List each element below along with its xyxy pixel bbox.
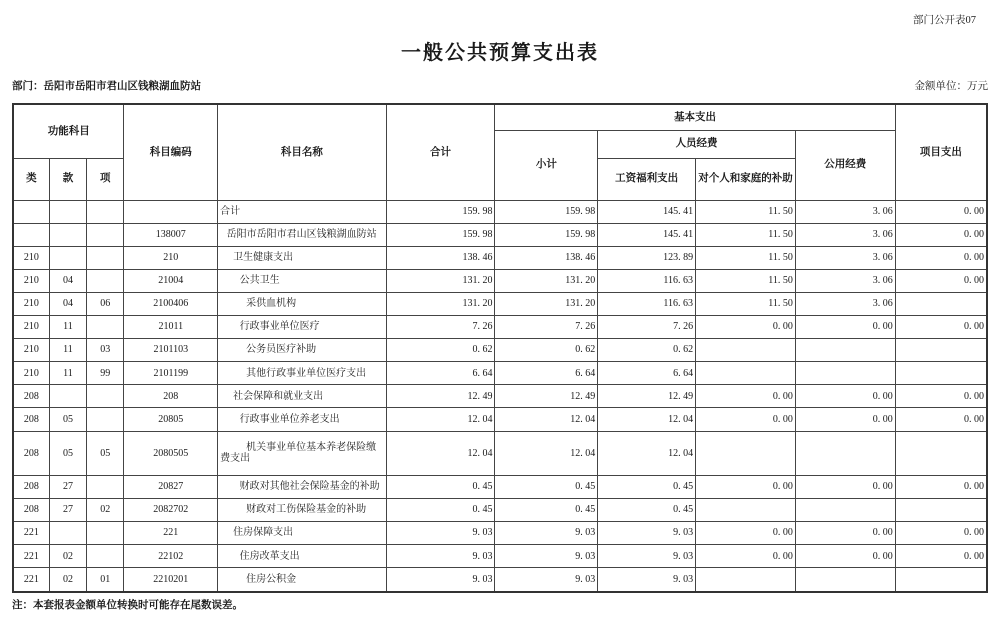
cell-class: 210 (13, 269, 49, 292)
cell-public-funds: 3. 06 (795, 269, 895, 292)
cell-family (696, 499, 796, 522)
cell-wage: 116. 63 (598, 269, 696, 292)
cell-section: 27 (49, 475, 86, 498)
table-header (13, 104, 987, 200)
cell-project: 0. 00 (895, 200, 987, 223)
cell-code: 20827 (124, 475, 218, 498)
cell-subtotal: 9. 03 (495, 568, 598, 592)
amount-unit-label: 金额单位：万元 (914, 81, 988, 92)
cell-wage: 145. 41 (598, 200, 696, 223)
cell-total: 0. 45 (386, 475, 495, 498)
cell-total: 12. 04 (386, 408, 495, 431)
cell-code: 208 (124, 385, 218, 408)
cell-family: 0. 00 (696, 316, 796, 339)
cell-total: 159. 98 (386, 223, 495, 246)
header-subtotal: 小计 (495, 130, 598, 200)
cell-subtotal: 131. 20 (495, 292, 598, 315)
cell-code (124, 200, 218, 223)
cell-project (895, 568, 987, 592)
cell-item: 01 (87, 568, 124, 592)
cell-class (13, 200, 49, 223)
table-row (13, 568, 987, 592)
table-row (13, 431, 987, 475)
cell-wage: 6. 64 (598, 362, 696, 385)
cell-name: 社会保障和就业支出 (218, 385, 386, 408)
cell-family: 0. 00 (696, 545, 796, 568)
cell-total: 131. 20 (386, 292, 495, 315)
cell-name: 卫生健康支出 (218, 246, 386, 269)
cell-family: 0. 00 (696, 522, 796, 545)
cell-family: 11. 50 (696, 200, 796, 223)
cell-section: 02 (49, 568, 86, 592)
cell-subtotal: 9. 03 (495, 522, 598, 545)
cell-subtotal: 12. 49 (495, 385, 598, 408)
cell-total: 12. 04 (386, 431, 495, 475)
header-code: 科目编码 (124, 104, 218, 200)
header-name: 科目名称 (218, 104, 386, 200)
cell-total: 12. 49 (386, 385, 495, 408)
cell-class: 208 (13, 408, 49, 431)
cell-public-funds: 3. 06 (795, 223, 895, 246)
cell-section: 05 (49, 408, 86, 431)
cell-name: 其他行政事业单位医疗支出 (218, 362, 386, 385)
header-func-group: 功能科目 (13, 104, 124, 158)
cell-public-funds (795, 499, 895, 522)
cell-class: 208 (13, 475, 49, 498)
cell-code: 210 (124, 246, 218, 269)
table-row (13, 200, 987, 223)
cell-project: 0. 00 (895, 385, 987, 408)
cell-item (87, 475, 124, 498)
cell-family (696, 339, 796, 362)
cell-section: 27 (49, 499, 86, 522)
budget-table (12, 103, 988, 593)
cell-project: 0. 00 (895, 475, 987, 498)
cell-section (49, 385, 86, 408)
department-label: 部门：岳阳市岳阳市君山区钱粮湖血防站 (12, 81, 201, 92)
cell-wage: 12. 04 (598, 408, 696, 431)
header-public-funds: 公用经费 (795, 130, 895, 200)
footnote: 注：本套报表金额单位转换时可能存在尾数误差。 (12, 600, 243, 611)
cell-section: 11 (49, 339, 86, 362)
cell-wage: 0. 45 (598, 475, 696, 498)
table-body (13, 200, 987, 592)
cell-name: 住房保障支出 (218, 522, 386, 545)
cell-item (87, 200, 124, 223)
cell-item (87, 522, 124, 545)
cell-wage: 9. 03 (598, 522, 696, 545)
header-personnel: 人员经费 (598, 130, 796, 158)
cell-public-funds: 0. 00 (795, 475, 895, 498)
cell-wage: 123. 89 (598, 246, 696, 269)
cell-class: 210 (13, 316, 49, 339)
cell-name: 岳阳市岳阳市君山区钱粮湖血防站 (218, 223, 386, 246)
cell-code: 2080505 (124, 431, 218, 475)
table-row (13, 499, 987, 522)
cell-public-funds: 3. 06 (795, 246, 895, 269)
cell-section: 04 (49, 269, 86, 292)
cell-public-funds (795, 568, 895, 592)
cell-item: 06 (87, 292, 124, 315)
cell-wage: 145. 41 (598, 223, 696, 246)
cell-code: 21011 (124, 316, 218, 339)
cell-total: 6. 64 (386, 362, 495, 385)
cell-section: 05 (49, 431, 86, 475)
cell-subtotal: 0. 45 (495, 499, 598, 522)
cell-name: 公务员医疗补助 (218, 339, 386, 362)
cell-code: 2100406 (124, 292, 218, 315)
cell-code: 20805 (124, 408, 218, 431)
cell-section (49, 223, 86, 246)
cell-name: 行政事业单位养老支出 (218, 408, 386, 431)
cell-wage: 9. 03 (598, 568, 696, 592)
cell-class: 210 (13, 292, 49, 315)
table-row (13, 246, 987, 269)
cell-code: 2210201 (124, 568, 218, 592)
cell-family: 11. 50 (696, 246, 796, 269)
cell-name: 财政对其他社会保险基金的补助 (218, 475, 386, 498)
cell-project: 0. 00 (895, 545, 987, 568)
cell-wage: 9. 03 (598, 545, 696, 568)
cell-name: 合计 (218, 200, 386, 223)
cell-project (895, 499, 987, 522)
header-class: 类 (13, 158, 49, 200)
cell-total: 0. 45 (386, 499, 495, 522)
cell-item (87, 545, 124, 568)
cell-family: 11. 50 (696, 269, 796, 292)
cell-section (49, 522, 86, 545)
cell-project: 0. 00 (895, 408, 987, 431)
cell-public-funds (795, 431, 895, 475)
cell-item (87, 316, 124, 339)
cell-name: 住房改革支出 (218, 545, 386, 568)
table-row (13, 475, 987, 498)
cell-total: 9. 03 (386, 568, 495, 592)
cell-wage: 0. 62 (598, 339, 696, 362)
cell-family: 0. 00 (696, 385, 796, 408)
cell-item: 05 (87, 431, 124, 475)
header-project-expenditure: 项目支出 (895, 104, 987, 200)
header-wage-welfare: 工资福利支出 (598, 158, 696, 200)
cell-name: 住房公积金 (218, 568, 386, 592)
cell-name: 采供血机构 (218, 292, 386, 315)
cell-total: 7. 26 (386, 316, 495, 339)
cell-item: 03 (87, 339, 124, 362)
cell-project: 0. 00 (895, 246, 987, 269)
header-item: 项 (87, 158, 124, 200)
cell-project: 0. 00 (895, 269, 987, 292)
form-number-label: 部门公开表07 (913, 15, 976, 26)
cell-class: 221 (13, 568, 49, 592)
cell-subtotal: 7. 26 (495, 316, 598, 339)
cell-item: 99 (87, 362, 124, 385)
cell-public-funds: 0. 00 (795, 316, 895, 339)
cell-public-funds: 0. 00 (795, 385, 895, 408)
header-total: 合计 (386, 104, 495, 200)
table-row (13, 408, 987, 431)
cell-project (895, 292, 987, 315)
cell-code: 138007 (124, 223, 218, 246)
cell-subtotal: 0. 45 (495, 475, 598, 498)
cell-family (696, 362, 796, 385)
cell-code: 2101103 (124, 339, 218, 362)
cell-subtotal: 9. 03 (495, 545, 598, 568)
cell-wage: 116. 63 (598, 292, 696, 315)
table-row (13, 292, 987, 315)
cell-class: 210 (13, 339, 49, 362)
cell-name: 机关事业单位基本养老保险缴费支出 (218, 431, 386, 475)
cell-total: 9. 03 (386, 545, 495, 568)
cell-total: 0. 62 (386, 339, 495, 362)
cell-item (87, 246, 124, 269)
cell-wage: 0. 45 (598, 499, 696, 522)
cell-code: 21004 (124, 269, 218, 292)
cell-public-funds: 0. 00 (795, 522, 895, 545)
cell-item: 02 (87, 499, 124, 522)
cell-class: 208 (13, 431, 49, 475)
table-row (13, 385, 987, 408)
page-title: 一般公共预算支出表 (401, 42, 599, 64)
cell-family (696, 568, 796, 592)
header-section: 款 (49, 158, 86, 200)
cell-subtotal: 159. 98 (495, 223, 598, 246)
cell-family: 0. 00 (696, 475, 796, 498)
cell-public-funds (795, 339, 895, 362)
cell-section (49, 246, 86, 269)
cell-item (87, 385, 124, 408)
cell-public-funds: 3. 06 (795, 200, 895, 223)
cell-class: 208 (13, 499, 49, 522)
cell-public-funds (795, 362, 895, 385)
cell-subtotal: 159. 98 (495, 200, 598, 223)
cell-wage: 12. 04 (598, 431, 696, 475)
cell-family (696, 431, 796, 475)
cell-subtotal: 12. 04 (495, 408, 598, 431)
cell-class: 221 (13, 545, 49, 568)
cell-item (87, 269, 124, 292)
cell-family: 11. 50 (696, 292, 796, 315)
cell-public-funds: 0. 00 (795, 545, 895, 568)
cell-public-funds: 0. 00 (795, 408, 895, 431)
cell-family: 0. 00 (696, 408, 796, 431)
cell-class (13, 223, 49, 246)
cell-class: 221 (13, 522, 49, 545)
table-row (13, 339, 987, 362)
meta-row (12, 78, 988, 92)
table-row (13, 269, 987, 292)
table-row (13, 362, 987, 385)
cell-total: 131. 20 (386, 269, 495, 292)
cell-total: 9. 03 (386, 522, 495, 545)
cell-subtotal: 131. 20 (495, 269, 598, 292)
cell-section: 04 (49, 292, 86, 315)
cell-subtotal: 138. 46 (495, 246, 598, 269)
cell-subtotal: 0. 62 (495, 339, 598, 362)
cell-section: 11 (49, 362, 86, 385)
cell-wage: 12. 49 (598, 385, 696, 408)
table-row (13, 223, 987, 246)
cell-section (49, 200, 86, 223)
cell-code: 2101199 (124, 362, 218, 385)
cell-code: 22102 (124, 545, 218, 568)
cell-name: 行政事业单位医疗 (218, 316, 386, 339)
cell-item (87, 223, 124, 246)
cell-project: 0. 00 (895, 223, 987, 246)
cell-wage: 7. 26 (598, 316, 696, 339)
cell-project: 0. 00 (895, 316, 987, 339)
cell-subtotal: 6. 64 (495, 362, 598, 385)
cell-total: 159. 98 (386, 200, 495, 223)
cell-class: 210 (13, 362, 49, 385)
cell-item (87, 408, 124, 431)
header-family-subsidy: 对个人和家庭的补助 (696, 158, 796, 200)
cell-code: 221 (124, 522, 218, 545)
cell-family: 11. 50 (696, 223, 796, 246)
cell-project (895, 362, 987, 385)
table-row (13, 522, 987, 545)
cell-project (895, 431, 987, 475)
cell-subtotal: 12. 04 (495, 431, 598, 475)
cell-section: 11 (49, 316, 86, 339)
cell-project: 0. 00 (895, 522, 987, 545)
cell-name: 财政对工伤保险基金的补助 (218, 499, 386, 522)
header-basic-expenditure: 基本支出 (495, 104, 895, 130)
cell-class: 208 (13, 385, 49, 408)
cell-section: 02 (49, 545, 86, 568)
cell-name: 公共卫生 (218, 269, 386, 292)
cell-total: 138. 46 (386, 246, 495, 269)
cell-code: 2082702 (124, 499, 218, 522)
cell-public-funds: 3. 06 (795, 292, 895, 315)
table-row (13, 545, 987, 568)
cell-project (895, 339, 987, 362)
cell-class: 210 (13, 246, 49, 269)
table-row (13, 316, 987, 339)
